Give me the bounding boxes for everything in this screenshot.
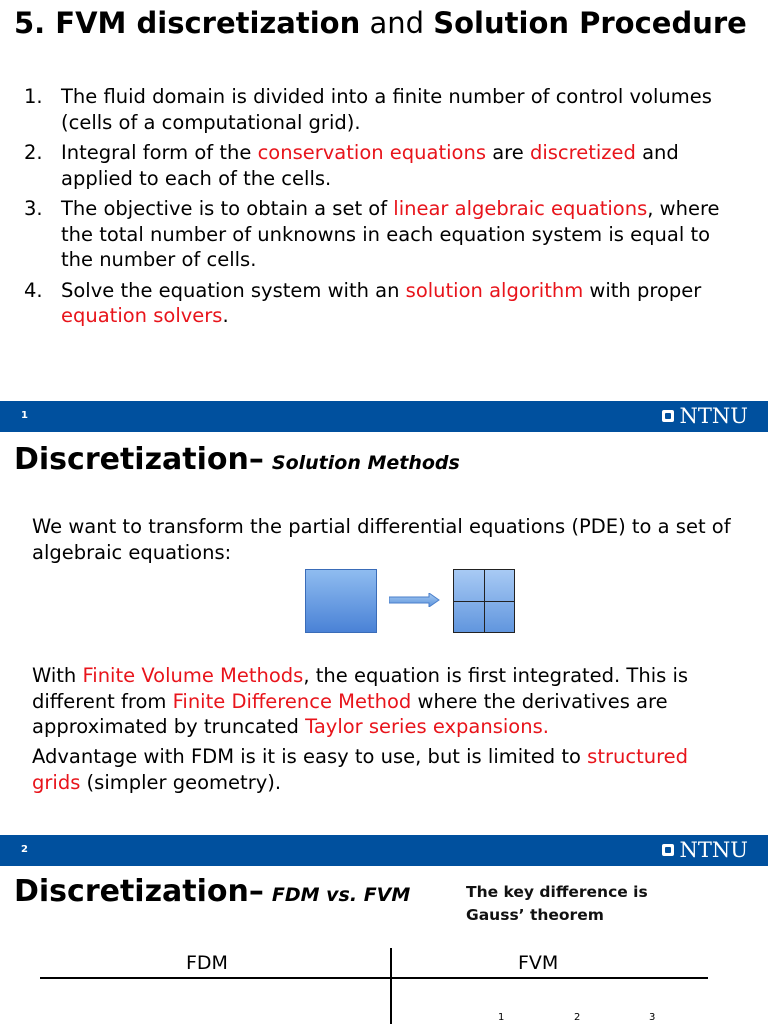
continuous-domain-box	[305, 569, 377, 633]
slide2-fvm-paragraph	[32, 663, 732, 740]
slide-number: 1	[21, 410, 28, 421]
text-run: are	[486, 141, 530, 164]
slide2-fdm-paragraph	[32, 744, 732, 795]
table-divider-vertical	[390, 948, 392, 1024]
slide1-title-part: and	[360, 6, 434, 40]
slide3-subtitle: FDM vs. FVM	[271, 884, 411, 906]
list-item	[24, 196, 744, 273]
fvm-node-label: 3	[649, 1012, 656, 1023]
slide1-title	[14, 6, 747, 40]
list-item-number: 1.	[24, 85, 43, 108]
list-item-number: 3.	[24, 197, 43, 220]
key-difference-note	[466, 881, 648, 927]
key-note-line1: The key difference is	[466, 883, 648, 901]
highlighted-term: Finite Volume Methods	[82, 664, 304, 687]
slide1-title-part: Solution Procedure	[433, 6, 747, 40]
text-run: The fluid domain is divided into a finite number of control volumes (cells of a computational grid).	[61, 85, 712, 134]
highlighted-term: discretized	[529, 141, 636, 164]
slide2-intro: We want to transform the partial differential equations (PDE) to a set of algebraic equations:	[32, 515, 731, 564]
slide-number: 2	[21, 844, 28, 855]
key-note-line2: Gauss’ theorem	[466, 906, 604, 924]
fvm-column-header: FVM	[518, 952, 559, 974]
ntnu-logo-text: NTNU	[679, 404, 748, 428]
ntnu-logo	[662, 404, 748, 428]
slide3-title	[14, 874, 410, 909]
slide2-footer-bar	[0, 835, 768, 866]
arrow-right-icon	[389, 593, 441, 607]
text-run: Advantage with FDM is it is easy to use, but is limited to	[32, 745, 588, 768]
slide1-footer-bar	[0, 401, 768, 432]
text-run: , the equation is first integrated. This is different from	[32, 664, 689, 713]
highlighted-term: equation solvers	[61, 304, 223, 327]
highlighted-term: linear algebraic equations	[393, 197, 648, 220]
highlighted-term: Taylor series expansions.	[305, 715, 549, 738]
slide2-title-main: Discretization–	[14, 442, 264, 477]
fvm-node-label: 2	[574, 1012, 581, 1023]
slide2-title	[14, 442, 460, 477]
list-item	[24, 84, 744, 135]
text-run: The objective is to obtain a set of	[61, 197, 394, 220]
text-run: and applied to each of the cells.	[61, 141, 679, 190]
ntnu-logo-icon	[662, 844, 674, 856]
slide1-numbered-list	[24, 84, 744, 334]
discretized-grid-box	[453, 569, 515, 633]
slide2-subtitle: Solution Methods	[271, 452, 460, 474]
ntnu-logo	[662, 838, 748, 862]
fdm-column-header: FDM	[186, 952, 228, 974]
text-run: , where the total number of unknowns in each equation system is equal to the number of cells.	[61, 197, 720, 271]
text-run: (simpler geometry).	[80, 770, 282, 794]
slide1-title-part: 5. FVM discretization	[14, 6, 361, 40]
list-item-number: 2.	[24, 141, 43, 164]
table-divider-horizontal	[40, 977, 708, 979]
text-run: where the derivatives are approximated by truncated	[32, 689, 668, 738]
text-run: .	[222, 304, 229, 327]
highlighted-term: conservation equations	[257, 141, 486, 164]
highlighted-term: structured grids	[32, 745, 689, 794]
slide3-title-main: Discretization–	[14, 874, 264, 909]
list-item	[24, 140, 744, 191]
text-run: Solve the equation system with an	[61, 278, 406, 302]
fvm-node-label: 1	[498, 1012, 505, 1023]
ntnu-logo-text: NTNU	[679, 838, 748, 862]
list-item-number: 4.	[24, 278, 43, 302]
highlighted-term: Finite Difference Method	[172, 689, 412, 713]
list-item	[24, 278, 744, 329]
text-run: with proper	[583, 278, 702, 302]
ntnu-logo-icon	[662, 410, 674, 422]
highlighted-term: solution algorithm	[405, 278, 584, 302]
text-run: Integral form of the	[61, 141, 258, 164]
text-run: With	[32, 664, 83, 687]
